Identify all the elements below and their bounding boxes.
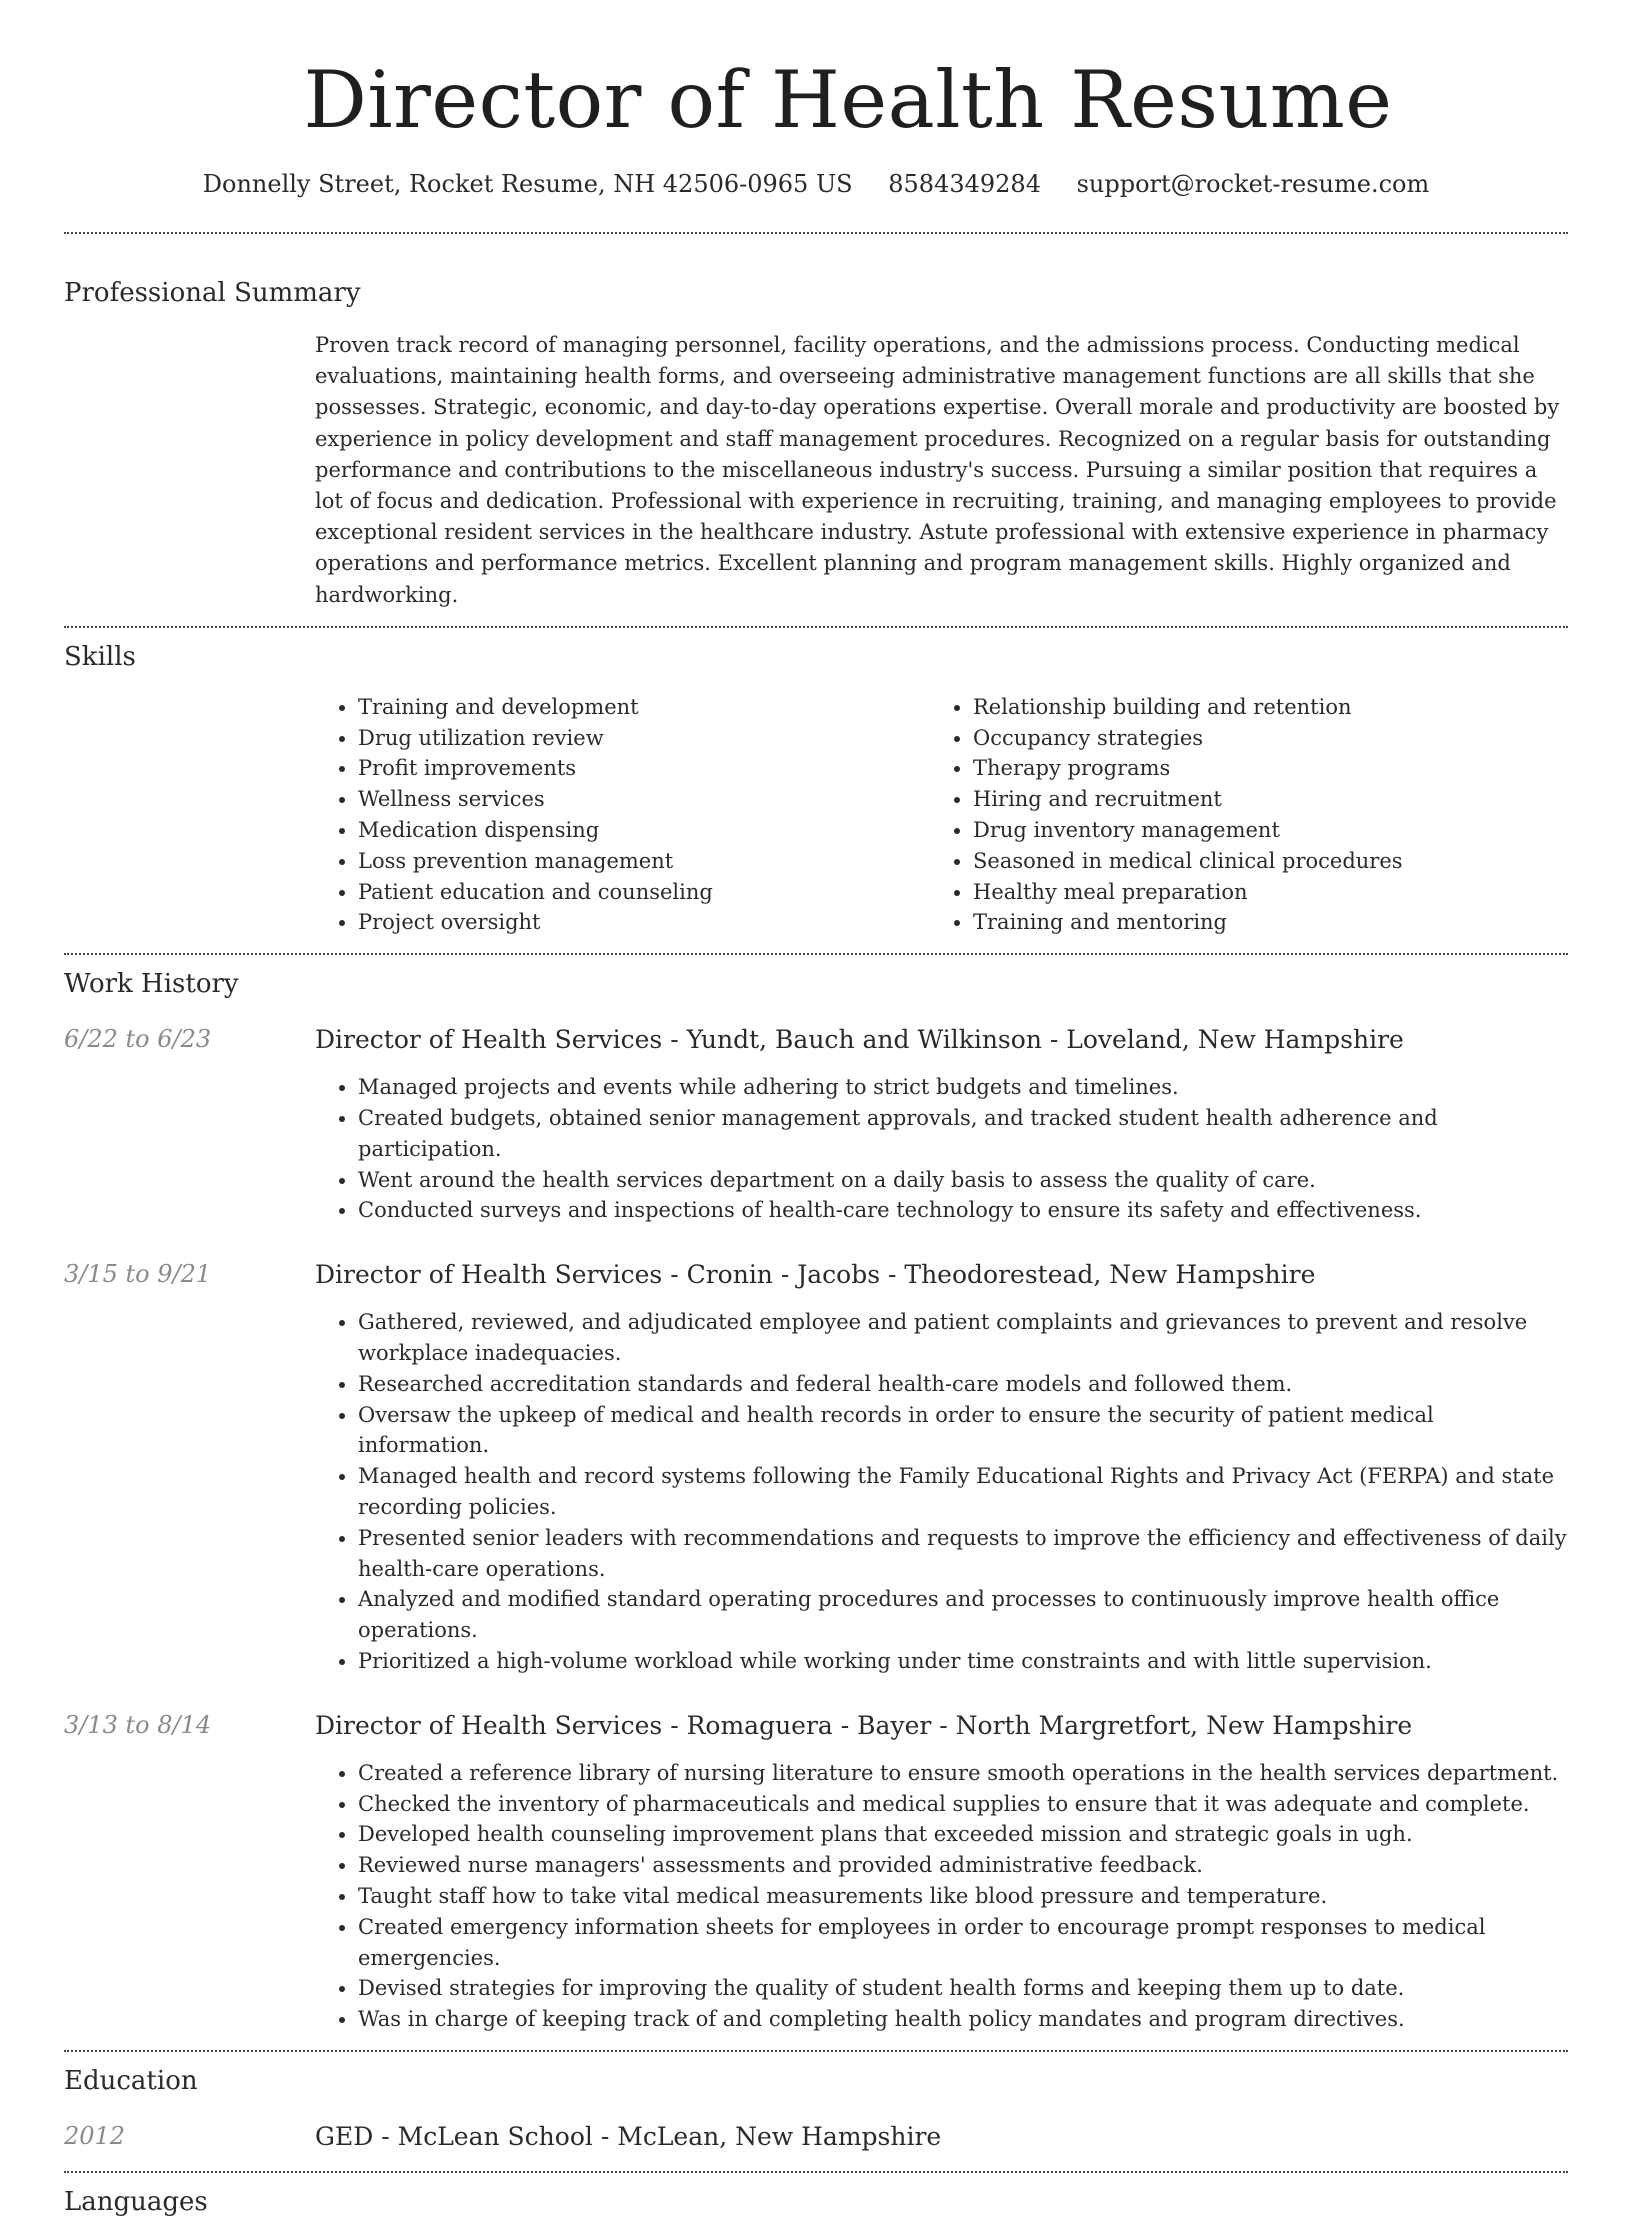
skill-item: • Project oversight xyxy=(358,907,930,938)
section-divider xyxy=(64,2050,1568,2052)
job-bullet: • Created emergency information sheets for employees in order to encourage prompt responses to medical emergencies. xyxy=(358,1912,1568,1974)
job-bullet: • Prioritized a high-volume workload while working under time constraints and with little supervision. xyxy=(358,1646,1568,1677)
job-bullet: • Analyzed and modified standard operating procedures and processes to continuously improve health office operations. xyxy=(358,1584,1568,1646)
job-dates: 3/13 to 8/14 xyxy=(64,1710,212,1739)
job-entry xyxy=(64,1711,1632,1740)
job-bullet: • Reviewed nurse managers' assessments and provided administrative feedback. xyxy=(358,1850,1568,1881)
job-bullet-list xyxy=(315,1758,1568,2035)
education-title: GED - McLean School - McLean, New Hampshire xyxy=(315,2121,942,2151)
education-entry xyxy=(64,2122,1632,2151)
job-bullets xyxy=(315,1072,1568,1226)
job-bullets xyxy=(315,1758,1568,2035)
skill-item: • Training and mentoring xyxy=(973,907,1545,938)
skills-list-right xyxy=(930,692,1545,938)
job-bullet: • Gathered, reviewed, and adjudicated employee and patient complaints and grievances to prevent and resolve workplace inadequacies. xyxy=(358,1307,1568,1369)
section-divider xyxy=(64,953,1568,955)
summary-heading: Professional Summary xyxy=(64,278,361,308)
skill-item: • Hiring and recruitment xyxy=(973,784,1545,815)
job-title: Director of Health Services - Romaguera - Bayer - North Margretfort, New Hampshire xyxy=(315,1710,1413,1740)
work-heading: Work History xyxy=(64,969,239,1000)
skill-item: • Therapy programs xyxy=(973,753,1545,784)
job-bullet: • Devised strategies for improving the quality of student health forms and keeping them up to date. xyxy=(358,1973,1568,2004)
job-bullet: • Conducted surveys and inspections of health-care technology to ensure its safety and effectiveness. xyxy=(358,1195,1568,1226)
skill-item: • Loss prevention management xyxy=(358,846,930,877)
job-bullet: • Researched accreditation standards and federal health-care models and followed them. xyxy=(358,1369,1568,1400)
job-bullet: • Managed projects and events while adhering to strict budgets and timelines. xyxy=(358,1072,1568,1103)
job-bullet-list xyxy=(315,1307,1568,1677)
section-divider xyxy=(64,2171,1568,2173)
summary-text: Proven track record of managing personnel, facility operations, and the admissions process. Conducting medical evaluations, maintaining health forms, and overseeing administrative management functions are all skills that she possesses. Strategic, economic, and day-to-day operations expertise. Overall morale and productivity are boosted by experience in policy development and staff management procedures. Recognized on a regular basis for outstanding performance and contributions to the miscellaneous industry's success. Pursuing a similar position that requires a lot of focus and dedication. Professional with experience in recruiting, training, and managing employees to provide exceptional resident services in the healthcare industry. Astute professional with extensive experience in pharmacy operations and performance metrics. Excellent planning and program management skills. Highly organized and hardworking. xyxy=(315,333,1560,607)
job-title: Director of Health Services - Yundt, Bauch and Wilkinson - Loveland, New Hampshire xyxy=(315,1025,1404,1055)
job-bullet: • Was in charge of keeping track of and completing health policy mandates and program directives. xyxy=(358,2004,1568,2035)
job-entry xyxy=(64,1260,1632,1289)
contact-address: Donnelly Street, Rocket Resume, NH 42506-0965 US xyxy=(202,170,853,198)
summary-body xyxy=(315,330,1568,611)
job-bullet: • Developed health counseling improvement plans that exceeded mission and strategic goals in ugh. xyxy=(358,1819,1568,1850)
job-bullet-list xyxy=(315,1072,1568,1226)
job-bullet: • Oversaw the upkeep of medical and health records in order to ensure the security of patient medical information. xyxy=(358,1400,1568,1462)
skill-item: • Drug inventory management xyxy=(973,815,1545,846)
skill-item: • Seasoned in medical clinical procedures xyxy=(973,846,1545,877)
job-title: Director of Health Services - Cronin - Jacobs - Theodorestead, New Hampshire xyxy=(315,1260,1316,1290)
skills-column-left xyxy=(315,692,930,938)
education-heading: Education xyxy=(64,2065,198,2096)
skill-item: • Healthy meal preparation xyxy=(973,877,1545,908)
job-bullet: • Went around the health services department on a daily basis to assess the quality of care. xyxy=(358,1165,1568,1196)
skill-item: • Patient education and counseling xyxy=(358,877,930,908)
resume-title: Director of Health Resume xyxy=(303,54,1393,146)
job-bullet: • Presented senior leaders with recommendations and requests to improve the efficiency and effectiveness of daily health-care operations. xyxy=(358,1523,1568,1585)
job-bullet: • Taught staff how to take vital medical measurements like blood pressure and temperature. xyxy=(358,1881,1568,1912)
skills-heading: Skills xyxy=(64,641,136,672)
skills-list-left xyxy=(315,692,930,938)
skill-item: • Wellness services xyxy=(358,784,930,815)
section-divider xyxy=(64,626,1568,628)
resume-page xyxy=(64,0,1632,2219)
job-bullet: • Created budgets, obtained senior management approvals, and tracked student health adherence and participation. xyxy=(358,1103,1568,1165)
languages-heading: Languages xyxy=(64,2186,208,2217)
skill-item: • Drug utilization review xyxy=(358,723,930,754)
skill-item: • Medication dispensing xyxy=(358,815,930,846)
job-bullets xyxy=(315,1307,1568,1677)
skill-item: • Training and development xyxy=(358,692,930,723)
job-bullet: • Created a reference library of nursing literature to ensure smooth operations in the health services department. xyxy=(358,1758,1568,1789)
job-dates: 3/15 to 9/21 xyxy=(64,1260,212,1289)
education-dates: 2012 xyxy=(64,2121,126,2150)
skill-item: • Relationship building and retention xyxy=(973,692,1545,723)
job-bullet: • Checked the inventory of pharmaceuticals and medical supplies to ensure that it was adequate and complete. xyxy=(358,1789,1568,1820)
job-entry xyxy=(64,1025,1632,1054)
section-divider xyxy=(64,232,1568,234)
contact-phone: 8584349284 xyxy=(888,170,1041,198)
skills-column-right xyxy=(930,692,1545,938)
skill-item: • Occupancy strategies xyxy=(973,723,1545,754)
job-bullet: • Managed health and record systems following the Family Educational Rights and Privacy Act (FERPA) and state recording policies. xyxy=(358,1461,1568,1523)
job-dates: 6/22 to 6/23 xyxy=(64,1025,212,1054)
contact-email: support@rocket-resume.com xyxy=(1076,170,1430,198)
skill-item: • Profit improvements xyxy=(358,753,930,784)
skills-grid xyxy=(315,692,1568,938)
contact-line xyxy=(0,170,1632,198)
